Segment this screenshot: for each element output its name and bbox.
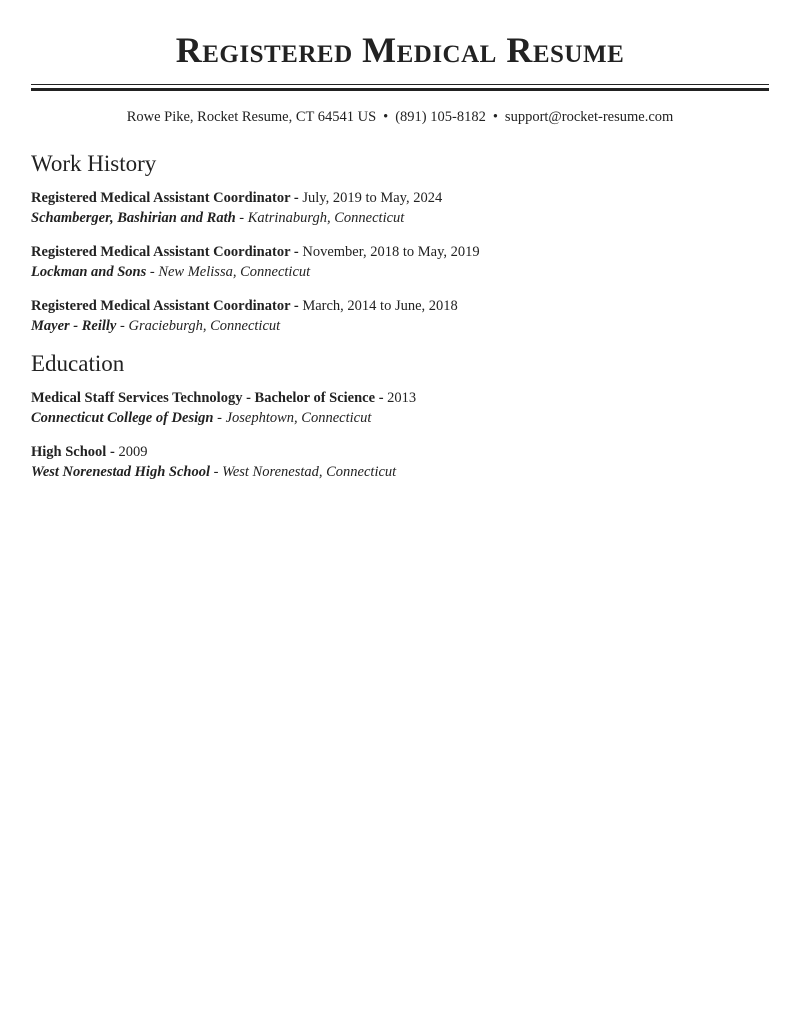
- job-title: Registered Medical Assistant Coordinator: [31, 244, 291, 260]
- job-dates: March, 2014 to June, 2018: [302, 298, 458, 314]
- employer-location: Katrinaburgh, Connecticut: [247, 210, 405, 226]
- contact-address: Rowe Pike, Rocket Resume, CT 64541 US: [126, 109, 377, 125]
- employer-location: Gracieburgh, Connecticut: [128, 318, 281, 334]
- dash: -: [146, 264, 159, 280]
- graduation-year: 2009: [118, 444, 148, 460]
- contact-separator: •: [492, 109, 498, 125]
- dash: -: [209, 464, 223, 480]
- dash: -: [235, 210, 248, 226]
- employer-location: New Melissa, Connecticut: [158, 264, 311, 280]
- job-dates: November, 2018 to May, 2019: [302, 244, 480, 260]
- degree-name: High School: [31, 444, 107, 460]
- title-divider-thin: [31, 84, 769, 85]
- degree-name: Medical Staff Services Technology - Bachelor of Science: [31, 390, 376, 406]
- job-dates: July, 2019 to May, 2024: [302, 190, 443, 206]
- graduation-year: 2013: [387, 390, 417, 406]
- employer-name: Mayer - Reilly: [31, 318, 117, 334]
- education-entry: [31, 442, 769, 482]
- school-name: West Norenestad High School: [31, 464, 210, 480]
- job-title: Registered Medical Assistant Coordinator: [31, 190, 291, 206]
- employer-name: Lockman and Sons: [31, 264, 147, 280]
- school-name: Connecticut College of Design: [31, 410, 214, 426]
- dash: -: [106, 444, 119, 460]
- work-entry: [31, 188, 769, 228]
- dash: -: [290, 190, 303, 206]
- contact-phone: (891) 105-8182: [395, 109, 486, 125]
- work-history-heading: Work History: [31, 151, 157, 176]
- title-divider-thick: [31, 88, 769, 91]
- contact-line: [31, 108, 769, 126]
- school-location: Josephtown, Connecticut: [225, 410, 372, 426]
- dash: -: [213, 410, 226, 426]
- education-heading: Education: [31, 351, 125, 376]
- employer-name: Schamberger, Bashirian and Rath: [31, 210, 236, 226]
- contact-email: support@rocket-resume.com: [504, 109, 674, 125]
- dash: -: [375, 390, 388, 406]
- contact-separator: •: [383, 109, 389, 125]
- job-title: Registered Medical Assistant Coordinator: [31, 298, 291, 314]
- work-entry: [31, 296, 769, 336]
- dash: -: [116, 318, 129, 334]
- work-entry: [31, 242, 769, 282]
- dash: -: [290, 244, 303, 260]
- school-location: West Norenestad, Connecticut: [222, 464, 397, 480]
- education-entry: [31, 388, 769, 428]
- resume-title: Registered Medical Resume: [175, 30, 625, 70]
- dash: -: [290, 298, 303, 314]
